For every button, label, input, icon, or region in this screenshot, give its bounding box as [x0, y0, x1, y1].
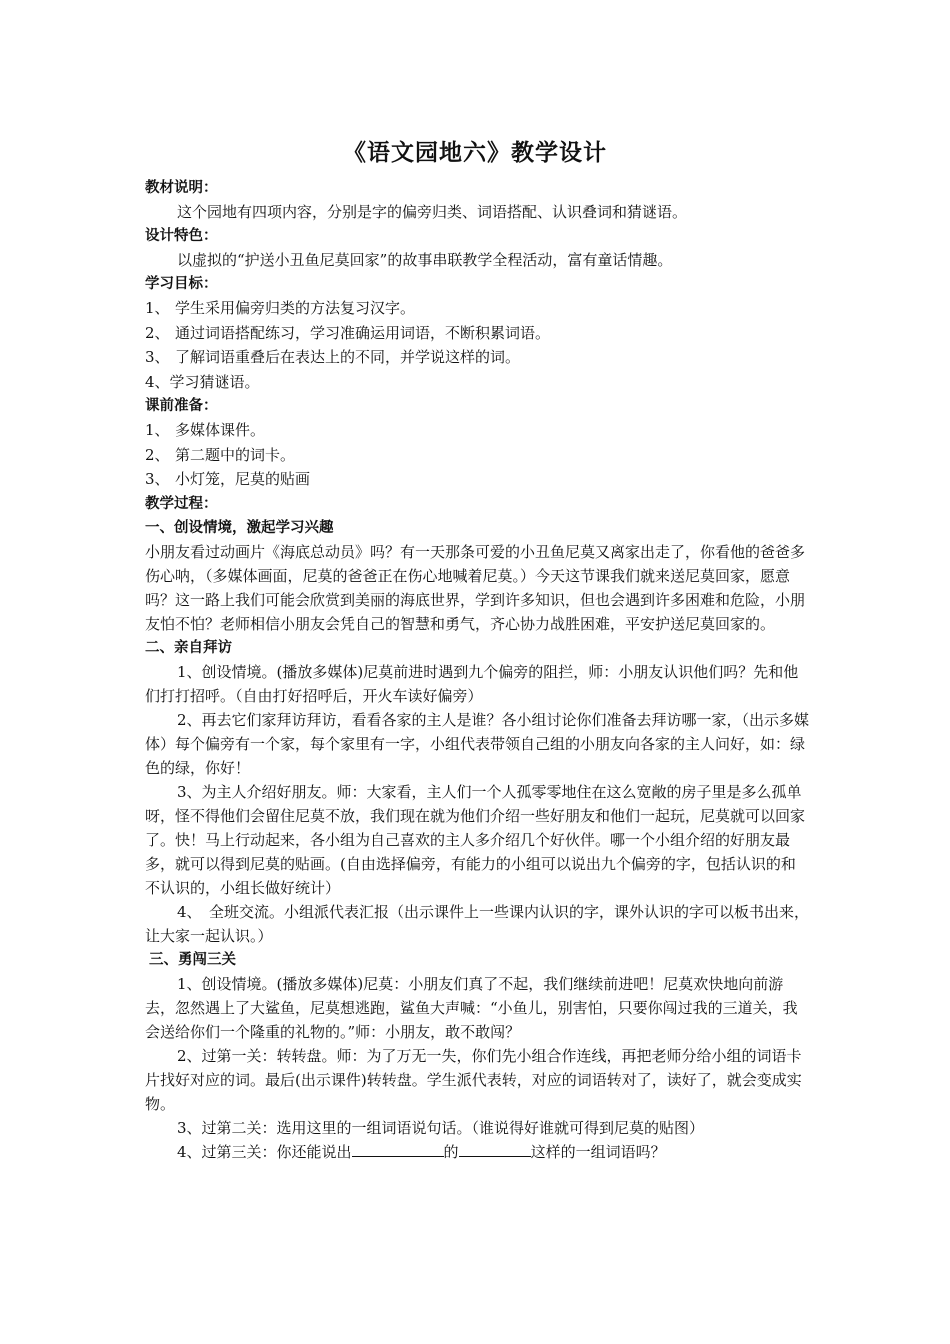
paragraph-part3-step3: 3、过第二关：选用这里的一组词语说句话。（谁说得好谁就可得到尼莫的贴图）	[177, 1118, 705, 1137]
list-item-number: 2、	[145, 445, 170, 464]
part-heading-2: 二、亲自拜访	[145, 639, 232, 656]
step4-text-c: 这样的一组词语吗？	[530, 1142, 666, 1161]
section-heading-material: 教材说明：	[145, 180, 218, 196]
list-item	[145, 418, 810, 443]
paragraph-part2-step4: 4、 全班交流。小组派代表汇报（出示课件上一些课内认识的字，课外认识的字可以板书出来，让大家一起认识。）	[145, 902, 810, 945]
list-item-text: 学生采用偏旁归类的方法复习汉字。	[175, 299, 416, 317]
list-item: 4、学习猜谜语。	[145, 372, 260, 391]
paragraph-part2-step2: 2、再去它们家拜访拜访，看看各家的主人是谁？各小组讨论你们准备去拜访哪一家，（出示多媒体）每个偏旁有一个家，每个家里有一字，小组代表带领自己组的小朋友向各家的主人问好，如：绿色的绿，你好！	[145, 710, 810, 777]
paragraph-part3-step1: 1、创设情境。(播放多媒体)尼莫：小朋友们真了不起，我们继续前进吧！尼莫欢快地向前游去，忽然遇上了大鲨鱼，尼莫想逃跑，鲨鱼大声喊：“小鱼儿，别害怕，只要你闯过我的三道关，我会送给你们一个隆重的礼物的。”师：小朋友，敢不敢闯？	[145, 974, 798, 1041]
step4-text-a: 4、过第三关：你还能说出	[177, 1142, 352, 1161]
document-body	[145, 176, 810, 1164]
section-heading-process: 教学过程：	[145, 495, 218, 512]
list-item-number: 3、	[145, 348, 170, 366]
section-heading-goals: 学习目标：	[145, 276, 218, 292]
paragraph-design: 以虚拟的“护送小丑鱼尼莫回家”的故事串联教学全程活动，富有童话情趣。	[177, 251, 673, 269]
paragraph-part3-step2: 2、过第一关：转转盘。师：为了万无一失，你们先小组合作连线，再把老师分给小组的词语卡片找好对应的词。最后(出示课件)转转盘。学生派代表转，对应的词语转对了，读好了，就会变成实物。	[145, 1046, 802, 1113]
fill-blank-1	[352, 1142, 444, 1157]
list-item-number: 2、	[145, 323, 170, 342]
list-item	[145, 345, 810, 370]
section-heading-prep: 课前准备：	[145, 398, 218, 414]
paragraph-part2-step1: 1、创设情境。(播放多媒体)尼莫前进时遇到九个偏旁的阻拦，师：小朋友认识他们吗？先和他们打打招呼。（自由打好招呼后，开火车读好偏旁）	[145, 662, 799, 705]
list-item-text: 多媒体课件。	[175, 421, 266, 439]
list-item-number: 1、	[145, 299, 170, 317]
list-item-text: 通过词语搭配练习，学习准确运用词语，不断积累词语。	[175, 323, 551, 342]
step4-text-b: 的	[443, 1142, 459, 1161]
list-item-text: 第二题中的词卡。	[175, 445, 296, 464]
list-item-number: 1、	[145, 421, 170, 439]
list-item	[145, 296, 810, 321]
paragraph-part1: 小朋友看过动画片《海底总动员》吗？有一天那条可爱的小丑鱼尼莫又离家出走了，你看他的爸爸多伤心呐，（多媒体画面，尼莫的爸爸正在伤心地喊着尼莫。）今天这节课我们就来送尼莫回家，愿意吗？这一路上我们可能会欣赏到美丽的海底世界，学到许多知识，但也会遇到许多困难和危险，小朋友怕不怕？老师相信小朋友会凭自己的智慧和勇气，齐心协力战胜困难，平安护送尼莫回家的。	[145, 542, 806, 633]
part-heading-1: 一、创设情境，激起学习兴趣	[145, 519, 334, 536]
list-item	[145, 467, 810, 492]
list-item-text: 小灯笼，尼莫的贴画	[175, 470, 311, 488]
paragraph-part3-step4	[145, 1140, 810, 1164]
list-item-text: 了解词语重叠后在表达上的不同，并学说这样的词。	[175, 348, 521, 366]
part-heading-3: 三、勇闯三关	[149, 951, 236, 968]
page-title: 《语文园地六》教学设计	[343, 140, 607, 166]
paragraph-part2-step3: 3、为主人介绍好朋友。师：大家看，主人们一个人孤零零地住在这么宽敞的房子里是多么孤单呀，怪不得他们会留住尼莫不放，我们现在就为他们介绍一些好朋友和他们一起玩，尼莫就可以回家了。快！马上行动起来，各小组为自己喜欢的主人多介绍几个好伙伴。哪一个小组介绍的好朋友最多，就可以得到尼莫的贴画。(自由选择偏旁，有能力的小组可以说出九个偏旁的字，包括认识的和不认识的，小组长做好统计）	[145, 782, 806, 897]
list-item-number: 3、	[145, 470, 170, 488]
fill-blank-2	[459, 1142, 531, 1157]
list-item	[145, 321, 810, 346]
paragraph-material: 这个园地有四项内容，分别是字的偏旁归类、词语搭配、认识叠词和猜谜语。	[177, 203, 688, 221]
list-item	[145, 443, 810, 468]
section-heading-design: 设计特色：	[145, 228, 218, 244]
